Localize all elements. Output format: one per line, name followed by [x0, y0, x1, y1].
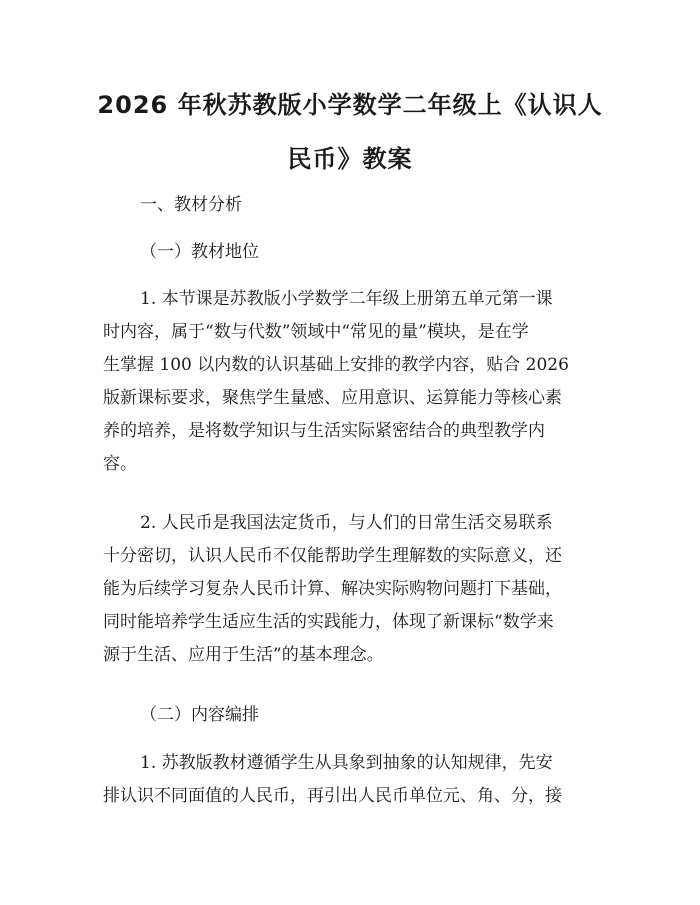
title-line: 2026 年秋苏教版小学数学二年级上《认识人	[97, 91, 603, 119]
paragraph-line: 生掌握 100 以内数的认识基础上安排的教学内容，贴合 2026	[103, 355, 569, 375]
paragraph-line: 能为后续学习复杂人民币计算、解决实际购物问题打下基础，	[103, 579, 562, 599]
paragraph-line: 1. 苏教版教材遵循学生从具象到抽象的认知规律，先安	[140, 753, 553, 773]
paragraph-line: 排认识不同面值的人民币，再引出人民币单位元、角、分，接	[103, 786, 562, 806]
paragraph-line: 容。	[103, 454, 137, 474]
paragraph-3	[103, 747, 603, 813]
paragraph-line: 源于生活、应用于生活”的基本理念。	[103, 645, 384, 665]
paragraph-line: 同时能培养学生适应生活的实践能力，体现了新课标“数学来	[103, 612, 554, 632]
paragraph-line: 2. 人民币是我国法定货币，与人们的日常生活交易联系	[140, 513, 553, 533]
subsection-heading-content-arrangement: （二）内容编排	[140, 705, 259, 725]
paragraph-line: 1. 本节课是苏教版小学数学二年级上册第五单元第一课	[140, 289, 553, 309]
paragraph-1	[103, 283, 603, 481]
paragraph-line: 养的培养，是将数学知识与生活实际紧密结合的典型教学内	[103, 421, 545, 441]
title-line: 民币》教案	[287, 145, 413, 173]
section-heading-teaching-material-analysis: 一、教材分析	[140, 195, 242, 215]
subsection-heading-material-position: （一）教材地位	[140, 242, 259, 262]
document-title	[96, 78, 604, 186]
paragraph-line: 版新课标要求，聚焦学生量感、应用意识、运算能力等核心素	[103, 388, 562, 408]
paragraph-line: 时内容，属于“数与代数”领域中“常见的量”模块，是在学	[103, 322, 529, 342]
paragraph-line: 十分密切，认识人民币不仅能帮助学生理解数的实际意义，还	[103, 546, 562, 566]
paragraph-2	[103, 507, 603, 672]
